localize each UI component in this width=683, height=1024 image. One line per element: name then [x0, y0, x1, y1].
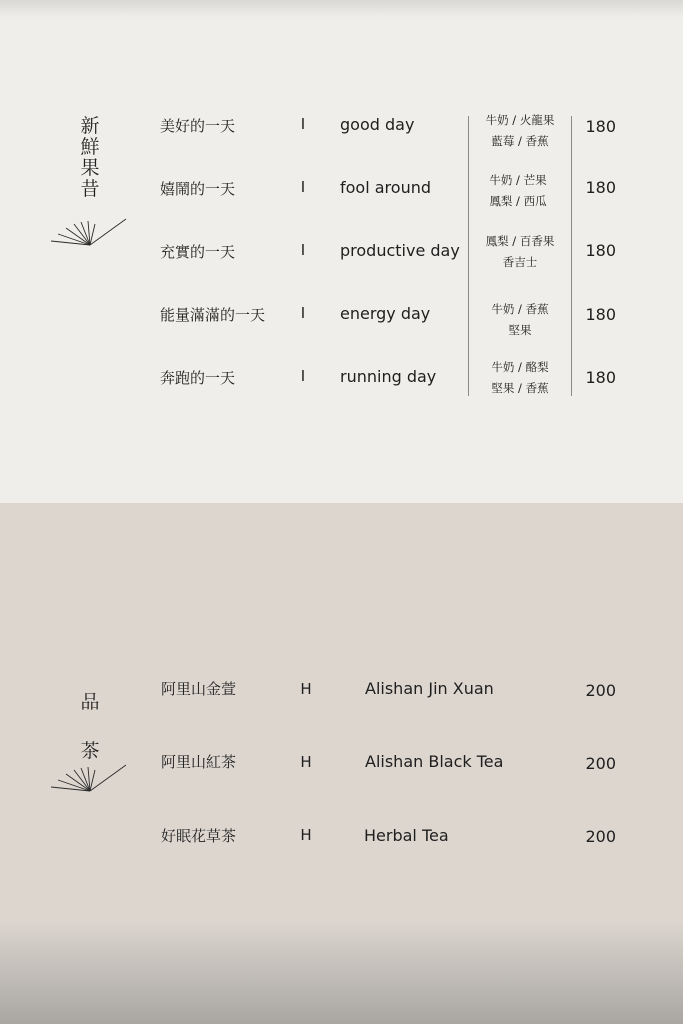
- item-price: 200: [585, 754, 616, 773]
- ingredient-line: 堅果: [508, 323, 532, 337]
- top-shadow: [0, 0, 683, 18]
- ingredient-line: 牛奶 / 芒果: [489, 173, 547, 187]
- item-price: 180: [585, 305, 616, 324]
- item-ingredients: [468, 170, 568, 212]
- title-char: 品: [80, 691, 100, 713]
- bottom-shadow: [0, 920, 683, 1024]
- item-name-en: Alishan Black Tea: [365, 752, 504, 771]
- item-mark: I: [300, 115, 306, 133]
- ingredients-divider-right: [571, 116, 572, 396]
- item-name-en: running day: [340, 367, 437, 386]
- ingredients-divider-left: [468, 116, 469, 396]
- ingredient-line: 堅果 / 香蕉: [491, 381, 549, 395]
- item-mark: H: [300, 680, 312, 698]
- item-price: 200: [585, 681, 616, 700]
- item-name-en: good day: [340, 115, 415, 134]
- item-mark: H: [300, 753, 312, 771]
- title-char: 昔: [80, 178, 100, 200]
- item-price: 200: [585, 827, 616, 846]
- item-name-zh: 能量滿滿的一天: [160, 306, 266, 324]
- ingredient-line: 香吉士: [502, 255, 538, 269]
- item-price: 180: [585, 178, 616, 197]
- item-name-zh: 美好的一天: [160, 117, 236, 135]
- item-name-zh: 阿里山金萱: [161, 680, 237, 698]
- item-price: 180: [585, 117, 616, 136]
- item-name-zh: 充實的一天: [160, 243, 236, 261]
- ingredient-line: 鳳梨 / 西瓜: [489, 194, 547, 208]
- item-price: 180: [585, 368, 616, 387]
- title-char: 新: [80, 115, 100, 137]
- item-ingredients: [470, 357, 570, 399]
- item-name-zh: 阿里山紅茶: [161, 753, 237, 771]
- item-ingredients: [470, 299, 570, 341]
- item-name-zh: 嬉鬧的一天: [160, 180, 236, 198]
- smoothie-section-title: [78, 116, 102, 200]
- item-mark: I: [300, 178, 306, 196]
- item-mark: I: [300, 367, 306, 385]
- item-mark: H: [300, 826, 312, 844]
- item-name-en: Alishan Jin Xuan: [365, 679, 494, 698]
- item-name-en: Herbal Tea: [364, 826, 449, 845]
- item-mark: I: [300, 241, 306, 259]
- title-char: 茶: [80, 740, 100, 762]
- item-price: 180: [585, 241, 616, 260]
- item-ingredients: [470, 231, 570, 273]
- sunburst-icon: [50, 216, 128, 248]
- ingredient-line: 藍莓 / 香蕉: [491, 134, 549, 148]
- item-mark: I: [300, 304, 306, 322]
- item-name-en: energy day: [340, 304, 431, 323]
- title-char: 鮮: [80, 136, 100, 158]
- item-name-en: fool around: [340, 178, 431, 197]
- item-name-zh: 好眠花草茶: [161, 827, 237, 845]
- title-char: 果: [80, 157, 100, 179]
- ingredient-line: 牛奶 / 酪梨: [491, 360, 549, 374]
- ingredient-line: 鳳梨 / 百香果: [485, 234, 555, 248]
- item-name-zh: 奔跑的一天: [160, 369, 236, 387]
- item-name-en: productive day: [340, 241, 460, 260]
- item-ingredients: [470, 110, 570, 152]
- sunburst-icon: [50, 762, 128, 794]
- ingredient-line: 牛奶 / 火龍果: [485, 113, 555, 127]
- ingredient-line: 牛奶 / 香蕉: [491, 302, 549, 316]
